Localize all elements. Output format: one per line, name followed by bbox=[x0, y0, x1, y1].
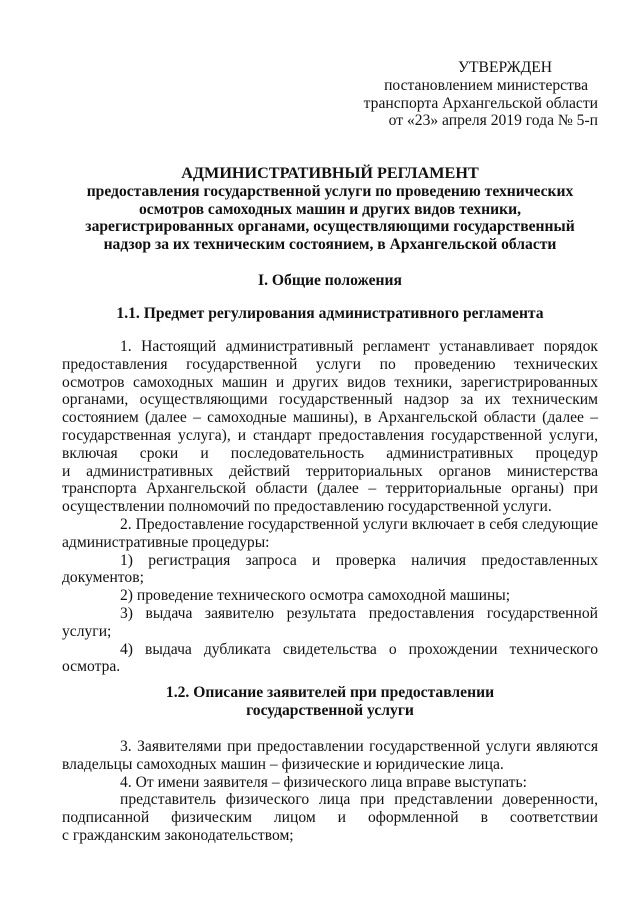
subtitle-line: зарегистрированных органами, осуществляющими государственный bbox=[85, 218, 575, 236]
approval-line-3: от «23» апреля 2019 года № 5-п bbox=[388, 112, 598, 130]
approval-block bbox=[278, 59, 598, 130]
paragraph-line: состоянием (далее – самоходные машины), в Архангельской области (далее – bbox=[62, 409, 598, 427]
subtitle-line: надзор за их техническим состоянием, в Архангельской области bbox=[103, 236, 557, 254]
paragraph-line: предоставления государственной услуги по проведению технических bbox=[62, 355, 598, 373]
paragraph-line: органами, осуществляющими государственный надзор за их техническим bbox=[62, 391, 598, 409]
paragraph-line: государственная услуга), и стандарт предоставления государственной услуги, bbox=[62, 426, 598, 444]
paragraph-line: осмотров самоходных машин и других видов техники, зарегистрированных bbox=[62, 373, 598, 391]
approval-stamp: УТВЕРЖДЕН bbox=[457, 59, 552, 76]
paragraph-3 bbox=[62, 738, 598, 845]
procedure-item-3-cont: услуги; bbox=[62, 622, 112, 640]
document-title: АДМИНИСТРАТИВНЫЙ РЕГЛАМЕНТ bbox=[181, 164, 479, 182]
document-title-block bbox=[62, 165, 598, 254]
document-subtitle bbox=[62, 183, 598, 254]
paragraph-2 bbox=[62, 516, 598, 676]
subsection-heading-text: государственной услуги bbox=[246, 701, 414, 719]
paragraph-line: 1. Настоящий административный регламент устанавливает порядок bbox=[120, 338, 598, 355]
procedure-item-4: 4) выдача дубликата свидетельства о прохождении технического bbox=[120, 640, 598, 658]
procedure-item-1: 1) регистрация запроса и проверка наличия предоставленных bbox=[120, 551, 598, 569]
paragraph-line: 2. Предоставление государственной услуги включает в себя следующие bbox=[120, 516, 598, 533]
paragraph-5-line: представитель физического лица при представлении доверенности, bbox=[120, 791, 598, 809]
section-1-heading bbox=[62, 272, 598, 290]
paragraph-5-line: с гражданским законодательством; bbox=[62, 826, 294, 844]
paragraph-line: 3. Заявителями при предоставлении государственной услуги являются bbox=[120, 738, 598, 755]
approval-line-2: транспорта Архангельской области bbox=[363, 94, 598, 112]
subsection-1-2-heading bbox=[62, 684, 598, 720]
subsection-1-1-heading bbox=[62, 305, 598, 323]
paragraph-line: владельцы самоходных машин – физические и юридические лица. bbox=[62, 755, 504, 773]
procedure-item-3: 3) выдача заявителю результата предоставления государственной bbox=[120, 604, 598, 622]
paragraph-line: включая сроки и последовательность административных процедур bbox=[62, 444, 598, 462]
subtitle-line: предоставления государственной услуги по проведению технических bbox=[86, 182, 574, 200]
paragraph-line: транспорта Архангельской области (далее – территориальные органы) при bbox=[62, 480, 598, 498]
paragraph-1 bbox=[62, 338, 598, 516]
paragraph-line: и административных действий территориальных органов министерства bbox=[62, 462, 598, 480]
subsection-heading-text: 1.2. Описание заявителей при предоставлении bbox=[165, 684, 495, 701]
procedure-item-1-cont: документов; bbox=[62, 569, 144, 587]
procedure-item-4-cont: осмотра. bbox=[62, 658, 121, 676]
paragraph-5-line: подписанной физическим лицом и оформленной в соответствии bbox=[62, 809, 598, 827]
subsection-heading-text: 1.1. Предмет регулирования административного регламента bbox=[116, 305, 544, 322]
paragraph-line: осуществлении полномочий по предоставлению государственной услуги. bbox=[62, 498, 552, 516]
paragraph-4-line: 4. От имени заявителя – физического лица вправе выступать: bbox=[120, 773, 527, 791]
procedure-item-2: 2) проведение технического осмотра самоходной машины; bbox=[120, 587, 511, 605]
approval-line-1: постановлением министерства bbox=[384, 76, 588, 94]
section-heading-text: I. Общие положения bbox=[258, 272, 402, 289]
paragraph-line: административные процедуры: bbox=[62, 533, 270, 551]
subtitle-line: осмотров самоходных машин и других видов техники, bbox=[138, 200, 522, 218]
